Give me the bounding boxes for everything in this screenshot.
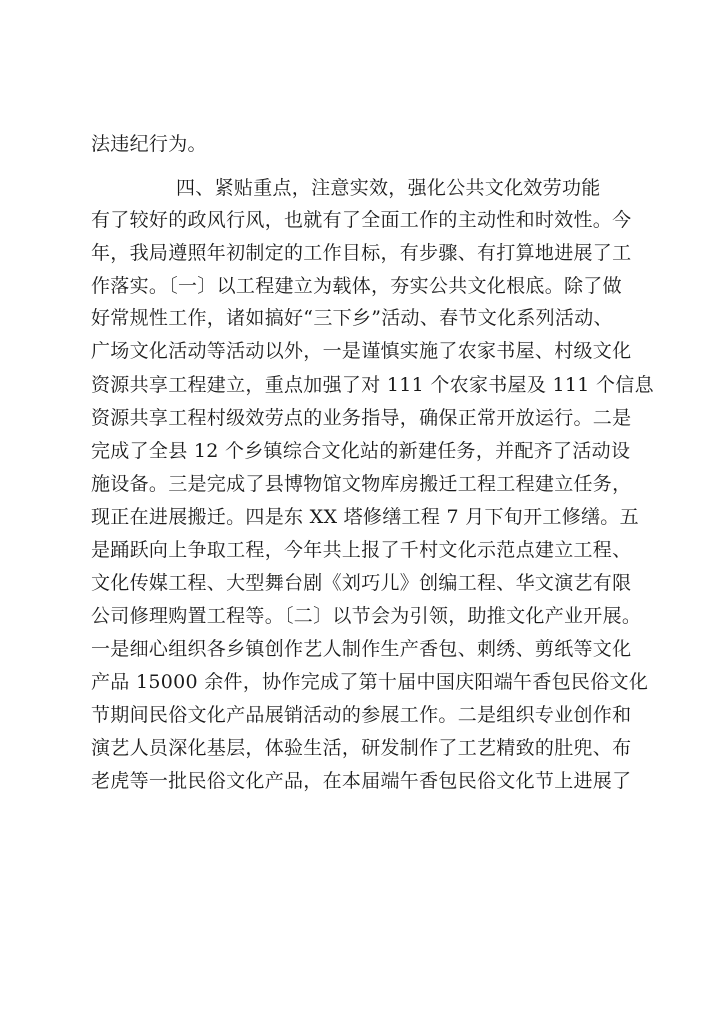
paragraph-line: 广场文化活动等活动以外，一是谨慎实施了农家书屋、村级文化 [91, 340, 632, 362]
paragraph-line: 是踊跃向上争取工程，今年共上报了千村文化示范点建立工程、 [91, 539, 632, 561]
paragraph-line: 作落实。〔一〕以工程建立为载体，夯实公共文化根底。除了做 [91, 275, 622, 297]
paragraph-line: 年，我局遵照年初制定的工作目标，有步骤、有打算地进展了工 [91, 242, 632, 264]
paragraph-line: 公司修理购置工程等。〔二〕以节会为引领，助推文化产业开展。 [91, 605, 642, 627]
paragraph-line: 一是细心组织各乡镇创作艺人制作生产香包、刺绣、剪纸等文化 [91, 638, 632, 660]
paragraph-line: 资源共享工程建立，重点加强了对 111 个农家书屋及 111 个信息 [91, 374, 654, 396]
paragraph-line: 产品 15000 余件，协作完成了第十届中国庆阳端午香包民俗文化 [91, 671, 649, 693]
paragraph-line: 节期间民俗文化产品展销活动的参展工作。二是组织专业创作和 [91, 704, 632, 726]
section-heading: 四、紧贴重点，注意实效，强化公共文化效劳功能 [176, 177, 601, 199]
paragraph-line: 有了较好的政风行风，也就有了全面工作的主动性和时效性。今 [91, 209, 632, 231]
paragraph-line: 好常规性工作，诸如搞好“三下乡”活动、春节文化系列活动、 [91, 307, 613, 329]
paragraph-line: 文化传媒工程、大型舞台剧《刘巧儿》创编工程、华文演艺有限 [91, 572, 632, 594]
paragraph-line: 老虎等一批民俗文化产品，在本届端午香包民俗文化节上进展了 [91, 770, 632, 792]
paragraph-line: 演艺人员深化基层，体验生活，研发制作了工艺精致的肚兜、布 [91, 737, 632, 759]
paragraph-line: 资源共享工程村级效劳点的业务指导，确保正常开放运行。二是 [91, 407, 632, 429]
paragraph-line: 法违纪行为。 [91, 133, 207, 155]
paragraph-line: 完成了全县 12 个乡镇综合文化站的新建任务，并配齐了活动设 [91, 440, 631, 462]
paragraph-line: 现正在进展搬迁。四是东 XX 塔修缮工程 7 月下旬开工修缮。五 [91, 506, 639, 528]
paragraph-line: 施设备。三是完成了县博物馆文物库房搬迁工程工程建立任务， [91, 473, 632, 495]
